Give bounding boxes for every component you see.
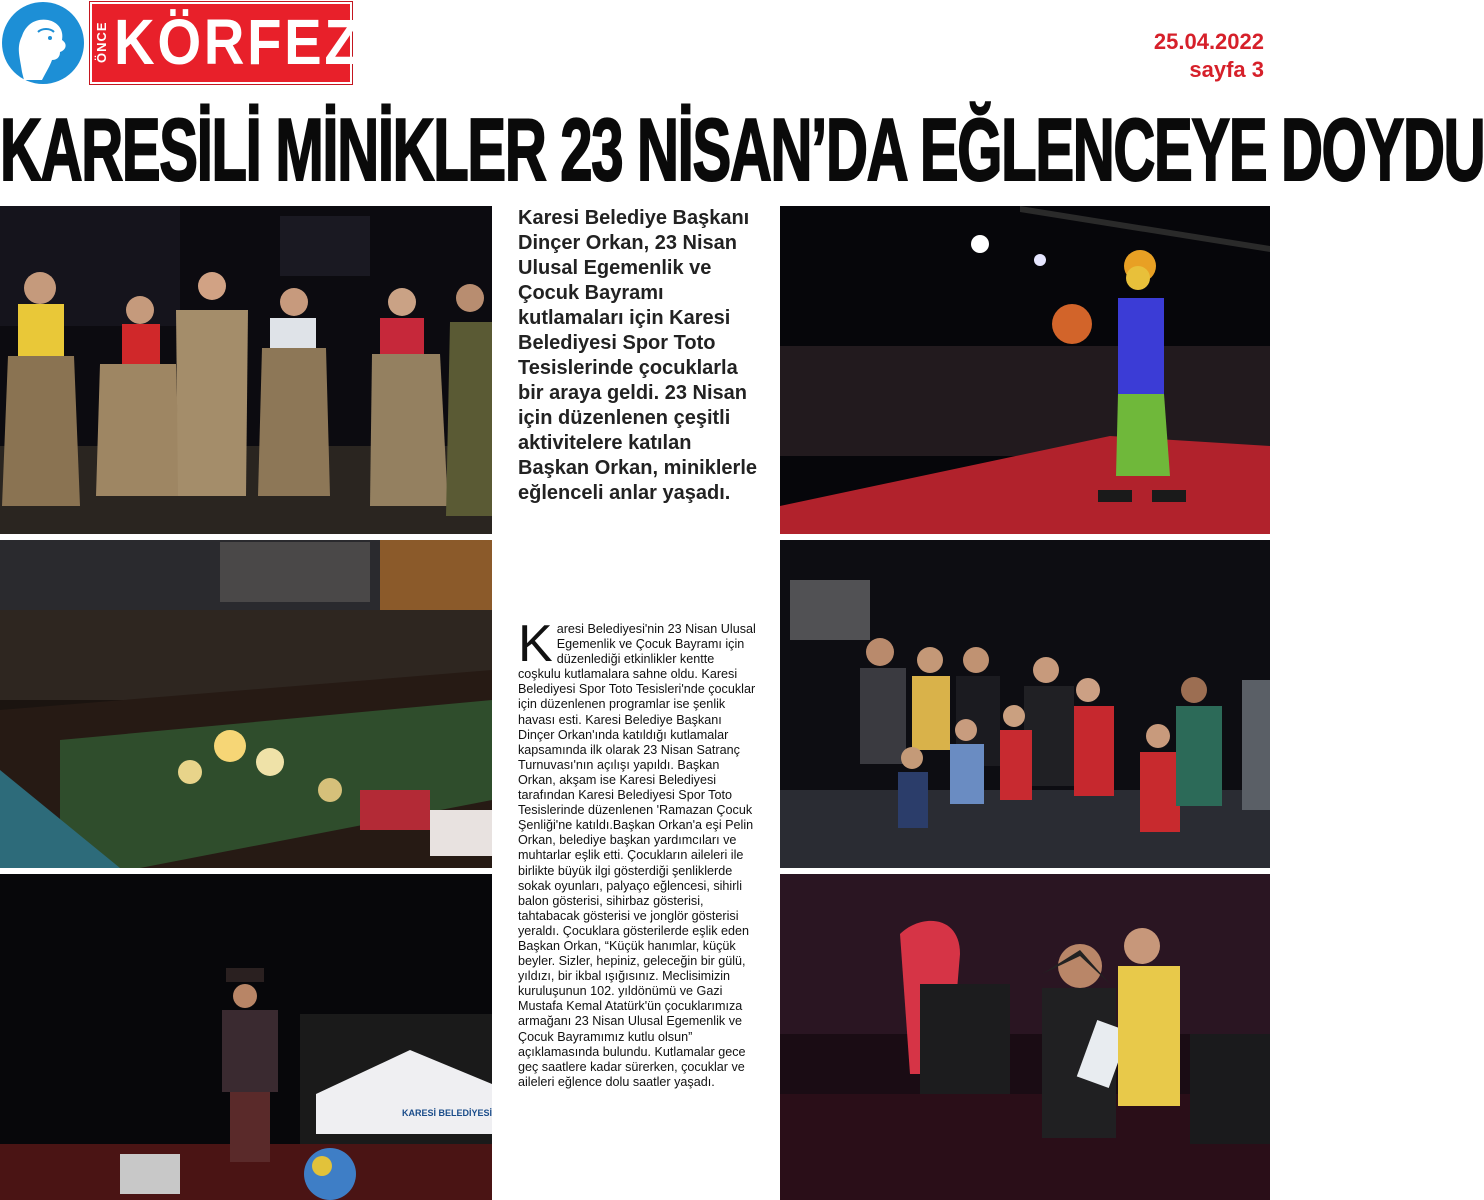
article-body-text: aresi Belediyesi'nin 23 Nisan Ulusal Egemenlik ve Çocuk Bayramı için düzenlediği etkinlikler kentte coşkulu kutlamalara sahne oldu. Karesi Belediyesi Spor Toto Tesisleri'nde çocuklar için düzenlenen programlar ise şenlik havası esti. Karesi Belediye Başkanı Dinçer Orkan'ında katıldığı kutlamalar kapsamında ilk olarak 23 Nisan Satranç Turnuvası'nın açılışı yapıldı. Başkan Orkan, akşam ise Karesi Belediyesi tarafından Karesi Belediyesi Spor Toto Tesislerinde düzenlenen 'Ramazan Çocuk Şenliği'ne katıldı.Başkan Orkan'a eşi Pelin Orkan, belediye başkan yardımcıları ve muhtarlar eşlik etti. Çocukların aileleri ile birlikte büyük ilgi gösterdiği şenliklerde sokak oyunları, palyaço eğlencesi, sihirli balon gösterisi, sihirbaz gösterisi, tahtabacak gösterisi ve jonglör gösterisi yeraldı. Çocuklara gösterilerde eşlik eden Başkan Orkan, “Küçük hanımlar, küçük beyler. Sizler, hepiniz, geleceğin bir gülü, yıldızı, bir ikbal ışığısınız. Meclisimizin kuruluşunun 102. yıldönümü ve Gazi Mustafa Kemal Atatürk'ün çocuklarımıza armağanı 23 Nisan Ulusal Egemenlik ve Çocuk Bayramımız kutlu olsun” açıklamasında bulundu. Kutlamalar gece geç saatlere kadar sürerken, çocuklar ve aileleri eğlence dolu saatler yaşadı. (518, 622, 756, 1089)
masthead (0, 0, 1270, 90)
dateline (1154, 28, 1264, 84)
article-lead: Karesi Belediye Başkanı Dinçer Orkan, 23 Nisan Ulusal Egemenlik ve Çocuk Bayramı kutlamaları için Karesi Belediyesi Spor Toto Tesislerinde çocuklarla bir araya geldi. 23 Nisan için düzenlenen çeşitli aktivitelere katılan Başkan Orkan, miniklerle eğlenceli anlar yaşadı. (518, 207, 758, 504)
photo-aerial-crowd (0, 540, 492, 868)
photo-illusionist-show (780, 874, 1270, 1200)
photo-juggler-stage (780, 206, 1270, 534)
issue-date: 25.04.2022 (1153, 29, 1264, 54)
page-number: sayfa 3 (1189, 57, 1264, 82)
tent-sign: KARESİ BELEDİYESİ (402, 1108, 493, 1118)
article-headline: KARESİLİ MİNİKLER 23 NİSAN’DA EĞLENCEYE DOYDU (0, 100, 1484, 199)
photo-sack-race-children (0, 206, 492, 534)
brand-logo[interactable] (90, 2, 362, 84)
brand-name: KÖRFEZ (114, 6, 362, 78)
article-body (518, 615, 758, 1200)
photo-magician-stage (0, 874, 492, 1200)
photo-mayor-with-children (780, 540, 1270, 868)
ataturk-silhouette-logo (2, 2, 84, 84)
brand-prefix: ÖNCE (94, 21, 109, 63)
drop-cap: K (518, 615, 553, 673)
